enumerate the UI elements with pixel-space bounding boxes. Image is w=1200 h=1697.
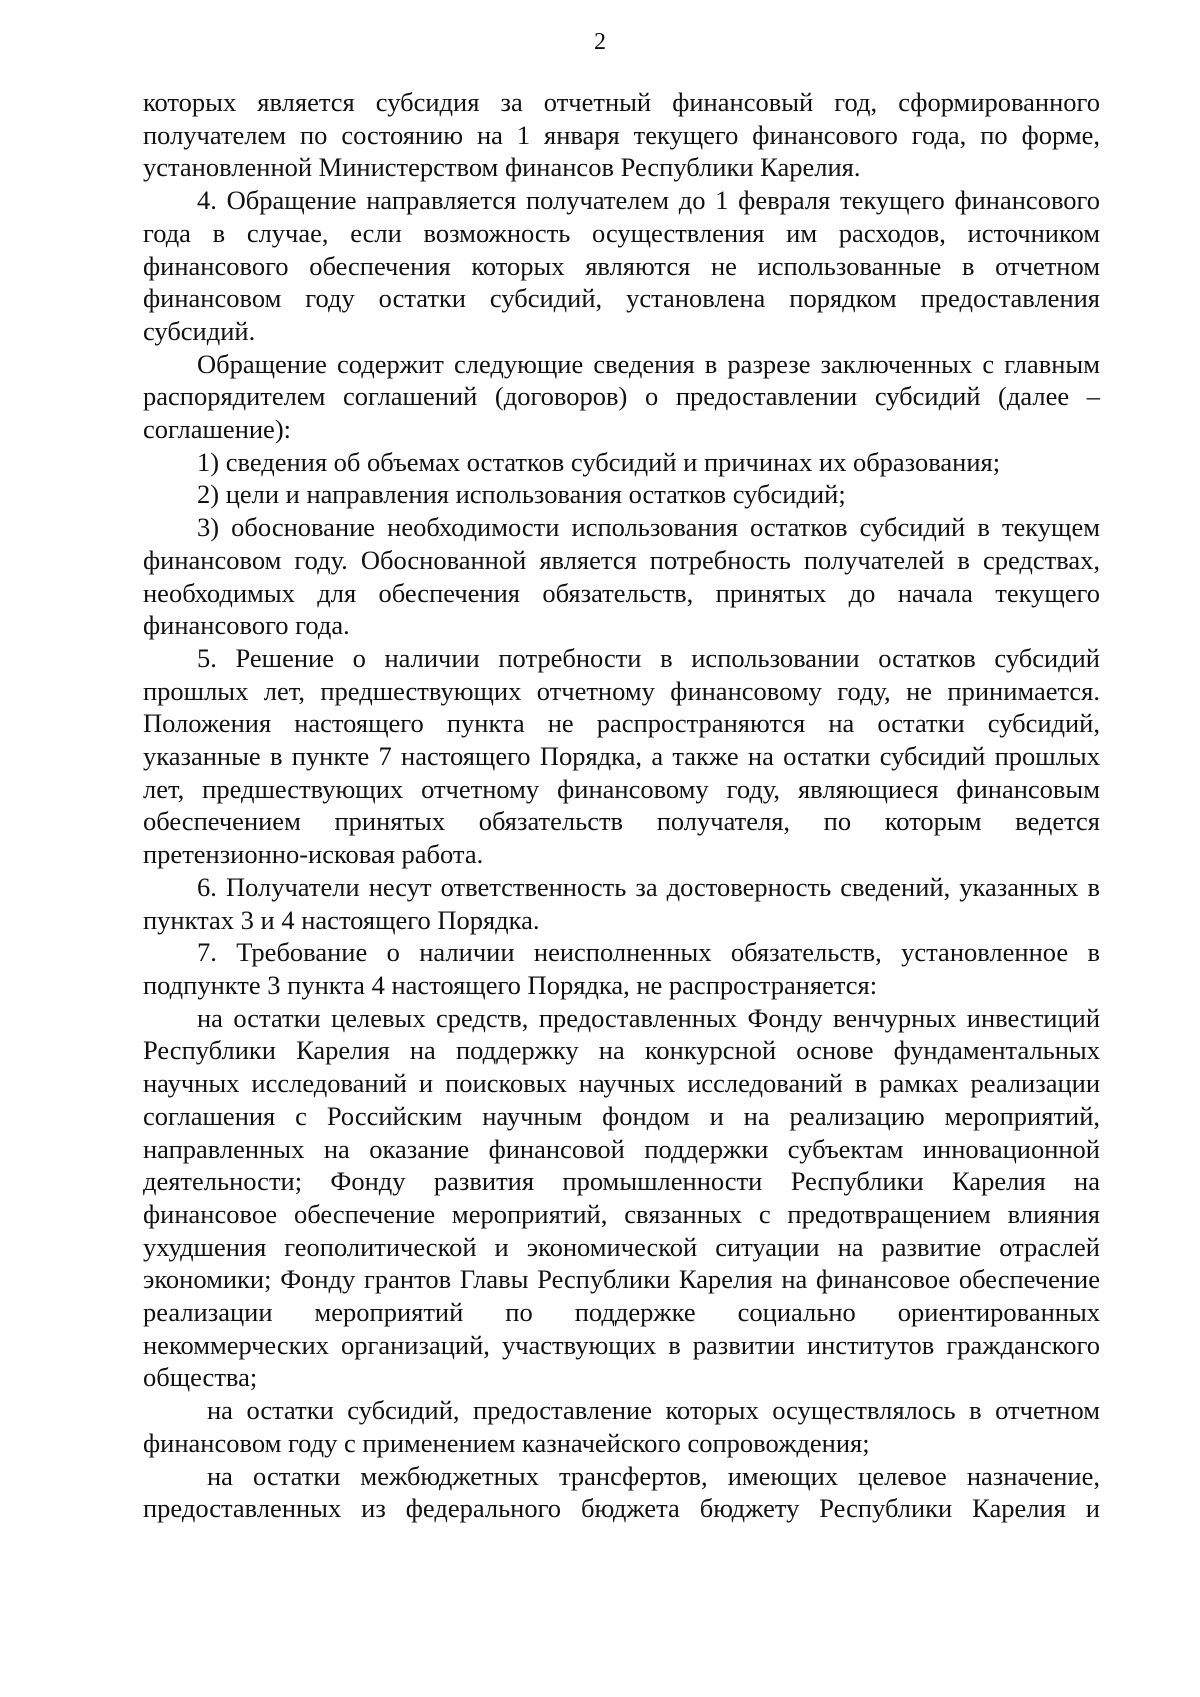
list-item-1: 1) сведения об объемах остатков субсидий и причинах их образования;: [197, 446, 1001, 477]
list-item-2: 2) цели и направления использования остатков субсидий;: [197, 479, 846, 510]
paragraph-request-contents: Обращение содержит следующие сведения в разрезе заключенных с главным распорядителем соглашений (договоров) о предоставлении субсидий (далее – соглашение):: [143, 348, 1100, 445]
paragraph-item-5: 5. Решение о наличии потребности в использовании остатков субсидий прошлых лет, предшествующих отчетному финансовому году, не принимается. Положения настоящего пункта не распространяются на остатки субсидий, указанные в пункте 7 настоящего Порядка, а также на остатки субсидий прошлых лет, предшествующих отчетному финансовому году, являющиеся финансовым обеспечением принятых обязательств получателя, по которым ведется претензионно-исковая работа.: [143, 642, 1100, 870]
paragraph-item-4: 4. Обращение направляется получателем до 1 февраля текущего финансового года в случае, если возможность осуществления им расходов, источником финансового обеспечения которых являются не использованные в отчетном финансовом году остатки субсидий, установлена порядком предоставления субсидий.: [143, 185, 1100, 346]
paragraph-exception-treasury: на остатки субсидий, предоставление которых осуществлялось в отчетном финансовом году с применением казначейского сопровождения;: [143, 1395, 1100, 1458]
paragraph-exception-funds: на остатки целевых средств, предоставленных Фонду венчурных инвестиций Республики Карелия на поддержку на конкурсной основе фундаментальных научных исследований и поисковых научных исследований в рамках реализации соглашения с Российским научным фондом и на реализацию мероприятий, направленных на оказание финансовой поддержки субъектам инновационной деятельности; Фонду развития промышленности Республики Карелия на финансовое обеспечение мероприятий, связанных с предотвращением влияния ухудшения геополитической и экономической ситуации на развитие отраслей экономики; Фонду грантов Главы Республики Карелия на финансовое обеспечение реализации мероприятий по поддержке социально ориентированных некоммерческих организаций, участвующих в развитии институтов гражданского общества;: [143, 1002, 1100, 1393]
paragraph-item-7: 7. Требование о наличии неисполненных обязательств, установленное в подпункте 3 пункта 4 настоящего Порядка, не распространяется:: [143, 937, 1100, 1000]
paragraph-exception-transfers: на остатки межбюджетных трансфертов, имеющих целевое назначение, предоставленных из федерального бюджета бюджету Республики Карелия и: [143, 1460, 1100, 1524]
list-item-3: 3) обоснование необходимости использования остатков субсидий в текущем финансовом году. Обоснованной является потребность получателей в средствах, необходимых для обеспечения обязательств, принятых до начала текущего финансового года.: [143, 512, 1100, 641]
page-number: 2: [594, 29, 606, 55]
document-body: [143, 86, 1100, 1525]
paragraph-item-6: 6. Получатели несут ответственность за достоверность сведений, указанных в пунктах 3 и 4 настоящего Порядка.: [143, 871, 1100, 935]
paragraph-continuation: которых является субсидия за отчетный финансовый год, сформированного получателем по состоянию на 1 января текущего финансового года, по форме, установленной Министерством финансов Республики Карелия.: [143, 87, 1100, 183]
